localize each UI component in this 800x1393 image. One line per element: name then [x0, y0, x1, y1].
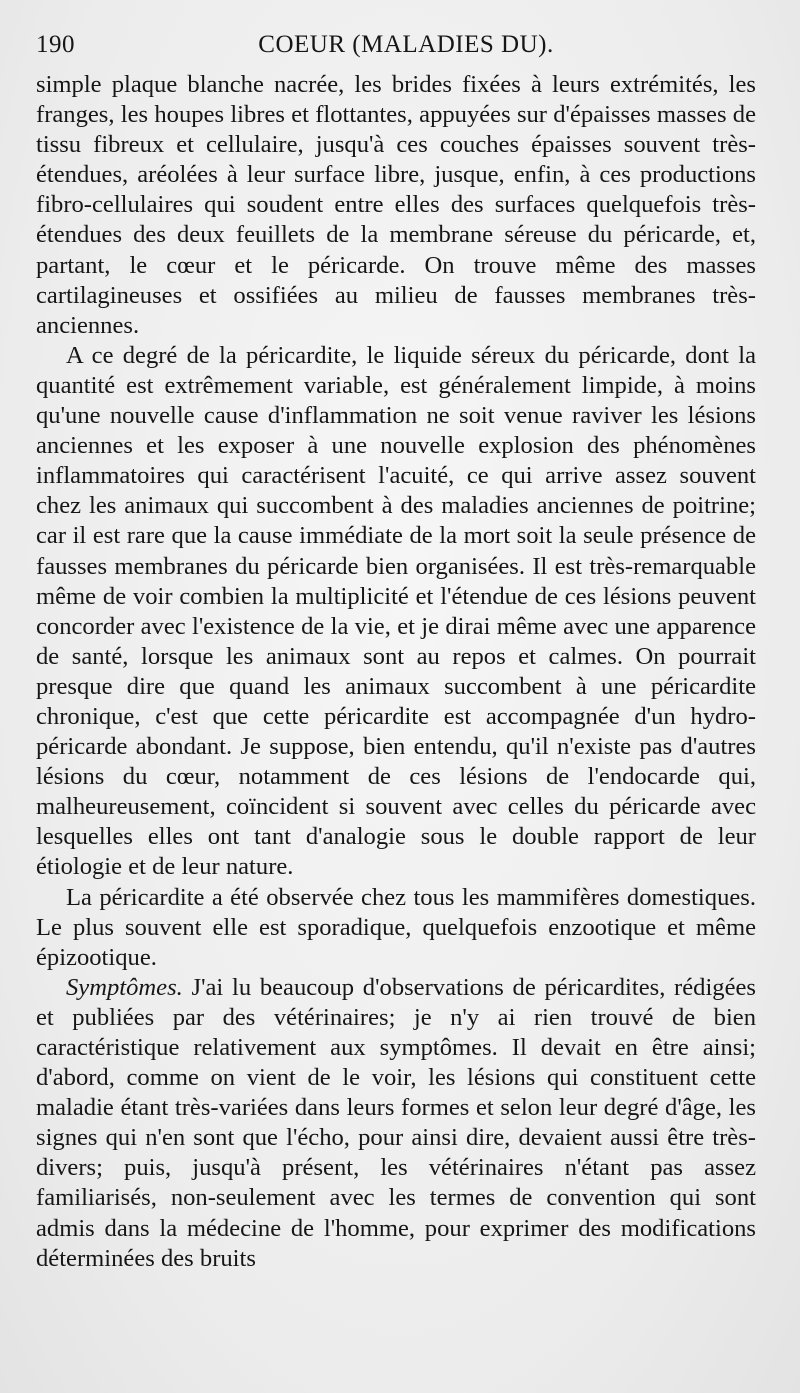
page-number: 190 [36, 31, 75, 58]
section-heading-symptomes: Symptômes. [66, 973, 183, 1001]
paragraph-3: La péricardite a été observée chez tous les mammifères domestiques. Le plus souvent elle est sporadique, quelquefois enzootique et même épizootique. [36, 883, 756, 971]
paragraph-2: A ce degré de la péricardite, le liquide séreux du péricarde, dont la quantité est extrêmement variable, est généralement limpide, à moins qu'une nouvelle cause d'inflammation ne soit venue raviver les lésions anciennes et les exposer à une nouvelle explosion des phénomènes inflammatoires qui caractérisent l'acuité, ce qui arrive assez souvent chez les animaux qui succombent à des maladies anciennes de poitrine; car il est rare que la cause immédiate de la mort soit la seule présence de fausses membranes du péricarde bien organisées. Il est très-remarquable même de voir combien la multiplicité et l'étendue de ces lésions peuvent concorder avec l'existence de la vie, et je dirai même avec une apparence de santé, lorsque les animaux sont au repos et calmes. On pourrait presque dire que quand les animaux succombent à une péricardite chronique, c'est que cette péricardite est accompagnée d'un hydro-péricarde abondant. Je suppose, bien entendu, qu'il n'existe pas d'autres lésions du cœur, notamment de ces lésions de l'endocarde qui, malheureusement, coïncident si souvent avec celles du péricarde avec lesquelles elles ont tant d'analogie sous le double rapport de leur étiologie et de leur nature. [36, 341, 756, 881]
body-text [36, 70, 756, 1274]
paragraph-4-text: J'ai lu beaucoup d'observations de péricardites, rédigées et publiées par des vétérinaires; je n'y ai rien trouvé de bien caractéristique relativement aux symptômes. Il devait en être ainsi; d'abord, comme on vient de le voir, les lésions qui constituent cette maladie étant très-variées dans leurs formes et selon leur degré d'âge, les signes qui n'en sont que l'écho, pour ainsi dire, devaient aussi être très-divers; puis, jusqu'à présent, les vétérinaires n'étant pas assez familiarisés, non-seulement avec les termes de convention qui sont admis dans la médecine de l'homme, pour exprimer des modifications déterminées des bruits [36, 973, 756, 1272]
paragraph-1: simple plaque blanche nacrée, les brides fixées à leurs extrémités, les franges, les houpes libres et flottantes, appuyées sur d'épaisses masses de tissu fibreux et cellulaire, jusqu'à ces couches épaisses souvent très-étendues, aréolées à leur surface libre, jusque, enfin, à ces productions fibro-cellulaires qui soudent entre elles des surfaces quelquefois très-étendues des deux feuillets de la membrane séreuse du péricarde, et, partant, le cœur et le péricarde. On trouve même des masses cartilagineuses et ossifiées au milieu de fausses membranes très-anciennes. [36, 71, 756, 339]
running-head [36, 28, 756, 62]
paragraph-4 [36, 973, 756, 1274]
running-title: COEUR (MALADIES DU). [258, 31, 554, 58]
